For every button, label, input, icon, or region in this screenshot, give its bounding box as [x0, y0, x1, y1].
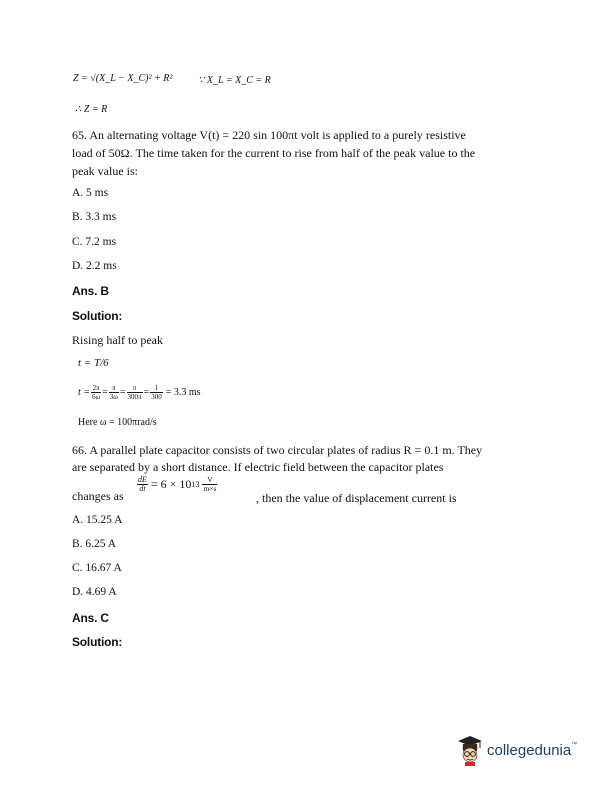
q65-answer: Ans. B [72, 284, 109, 298]
q66-option-a: A. 15.25 A [72, 514, 123, 526]
q66-solution-label: Solution: [72, 635, 123, 649]
q65-solution-label: Solution: [72, 309, 123, 323]
fraction-pi-3w: $\frac{\pi}{3\omega}$ [109, 384, 118, 401]
q65-text-line2: load of 50Ω. The time taken for the current to rise from half of the peak value to the [72, 146, 476, 160]
q65-text-line3: peak value is: [72, 164, 138, 178]
q66-then-text: , then the value of displacement current is [256, 491, 457, 505]
fraction-2pi-6w: $\frac{2\pi}{6\omega}$ [92, 384, 101, 401]
fraction-de-dt: $\frac{dE}{dt}$ [138, 475, 147, 493]
q65-option-c: C. 7.2 ms [72, 236, 117, 248]
q65-text-line1: 65. An alternating voltage V(t) = 220 sin 100πt volt is applied to a purely resistive [72, 128, 466, 142]
q66-option-b: B. 6.25 A [72, 538, 117, 550]
q66-changes-as: changes as [72, 489, 124, 503]
impedance-formula: Z = √(X_L − X_C)² + R² [73, 73, 173, 84]
collegedunia-logo [456, 734, 577, 766]
q65-solution-line2: t = T/6 [78, 357, 109, 369]
q65-option-d: D. 2.2 ms [72, 260, 117, 272]
fraction-pi-300pi: $\frac{\pi}{300\pi}$ [127, 384, 142, 401]
logo-text: collegedunia™ [487, 741, 578, 759]
q65-option-b: B. 3.3 ms [72, 211, 117, 223]
q65-calculation: t = $\frac{2\pi}{6\omega}$ = $\frac{\pi}{3\omega}$ = $\frac{\pi}{300\pi}$ = $\frac{1}{300}$ = 3.3 ms [78, 384, 201, 401]
fraction-v-mxs: $\frac{V}{m\times s}$ [203, 475, 217, 493]
q66-answer: Ans. C [72, 611, 109, 625]
q66-text-line1: 66. A parallel plate capacitor consists of two circular plates of radius R = 0.1 m. They [72, 443, 483, 457]
mascot-icon [456, 734, 484, 766]
fraction-1-300: $\frac{1}{300}$ [151, 384, 162, 401]
because-condition: ∵ X_L = X_C = R [198, 75, 271, 86]
q65-here-omega: Here ω = 100πrad/s [78, 417, 157, 428]
q66-option-d: D. 4.69 A [72, 586, 117, 598]
q66-option-c: C. 16.67 A [72, 562, 122, 574]
therefore-result: ∴ Z = R [75, 104, 108, 115]
q66-field-rate-expression: $\frac{dE}{dt}$ = 6 × 10 13 $\frac{V}{m\times s}$ [138, 475, 217, 493]
q66-text-line2: are separated by a short distance. If electric field between the capacitor plates [72, 460, 444, 474]
q65-option-a: A. 5 ms [72, 187, 109, 199]
q65-solution-line1: Rising half to peak [72, 333, 163, 347]
